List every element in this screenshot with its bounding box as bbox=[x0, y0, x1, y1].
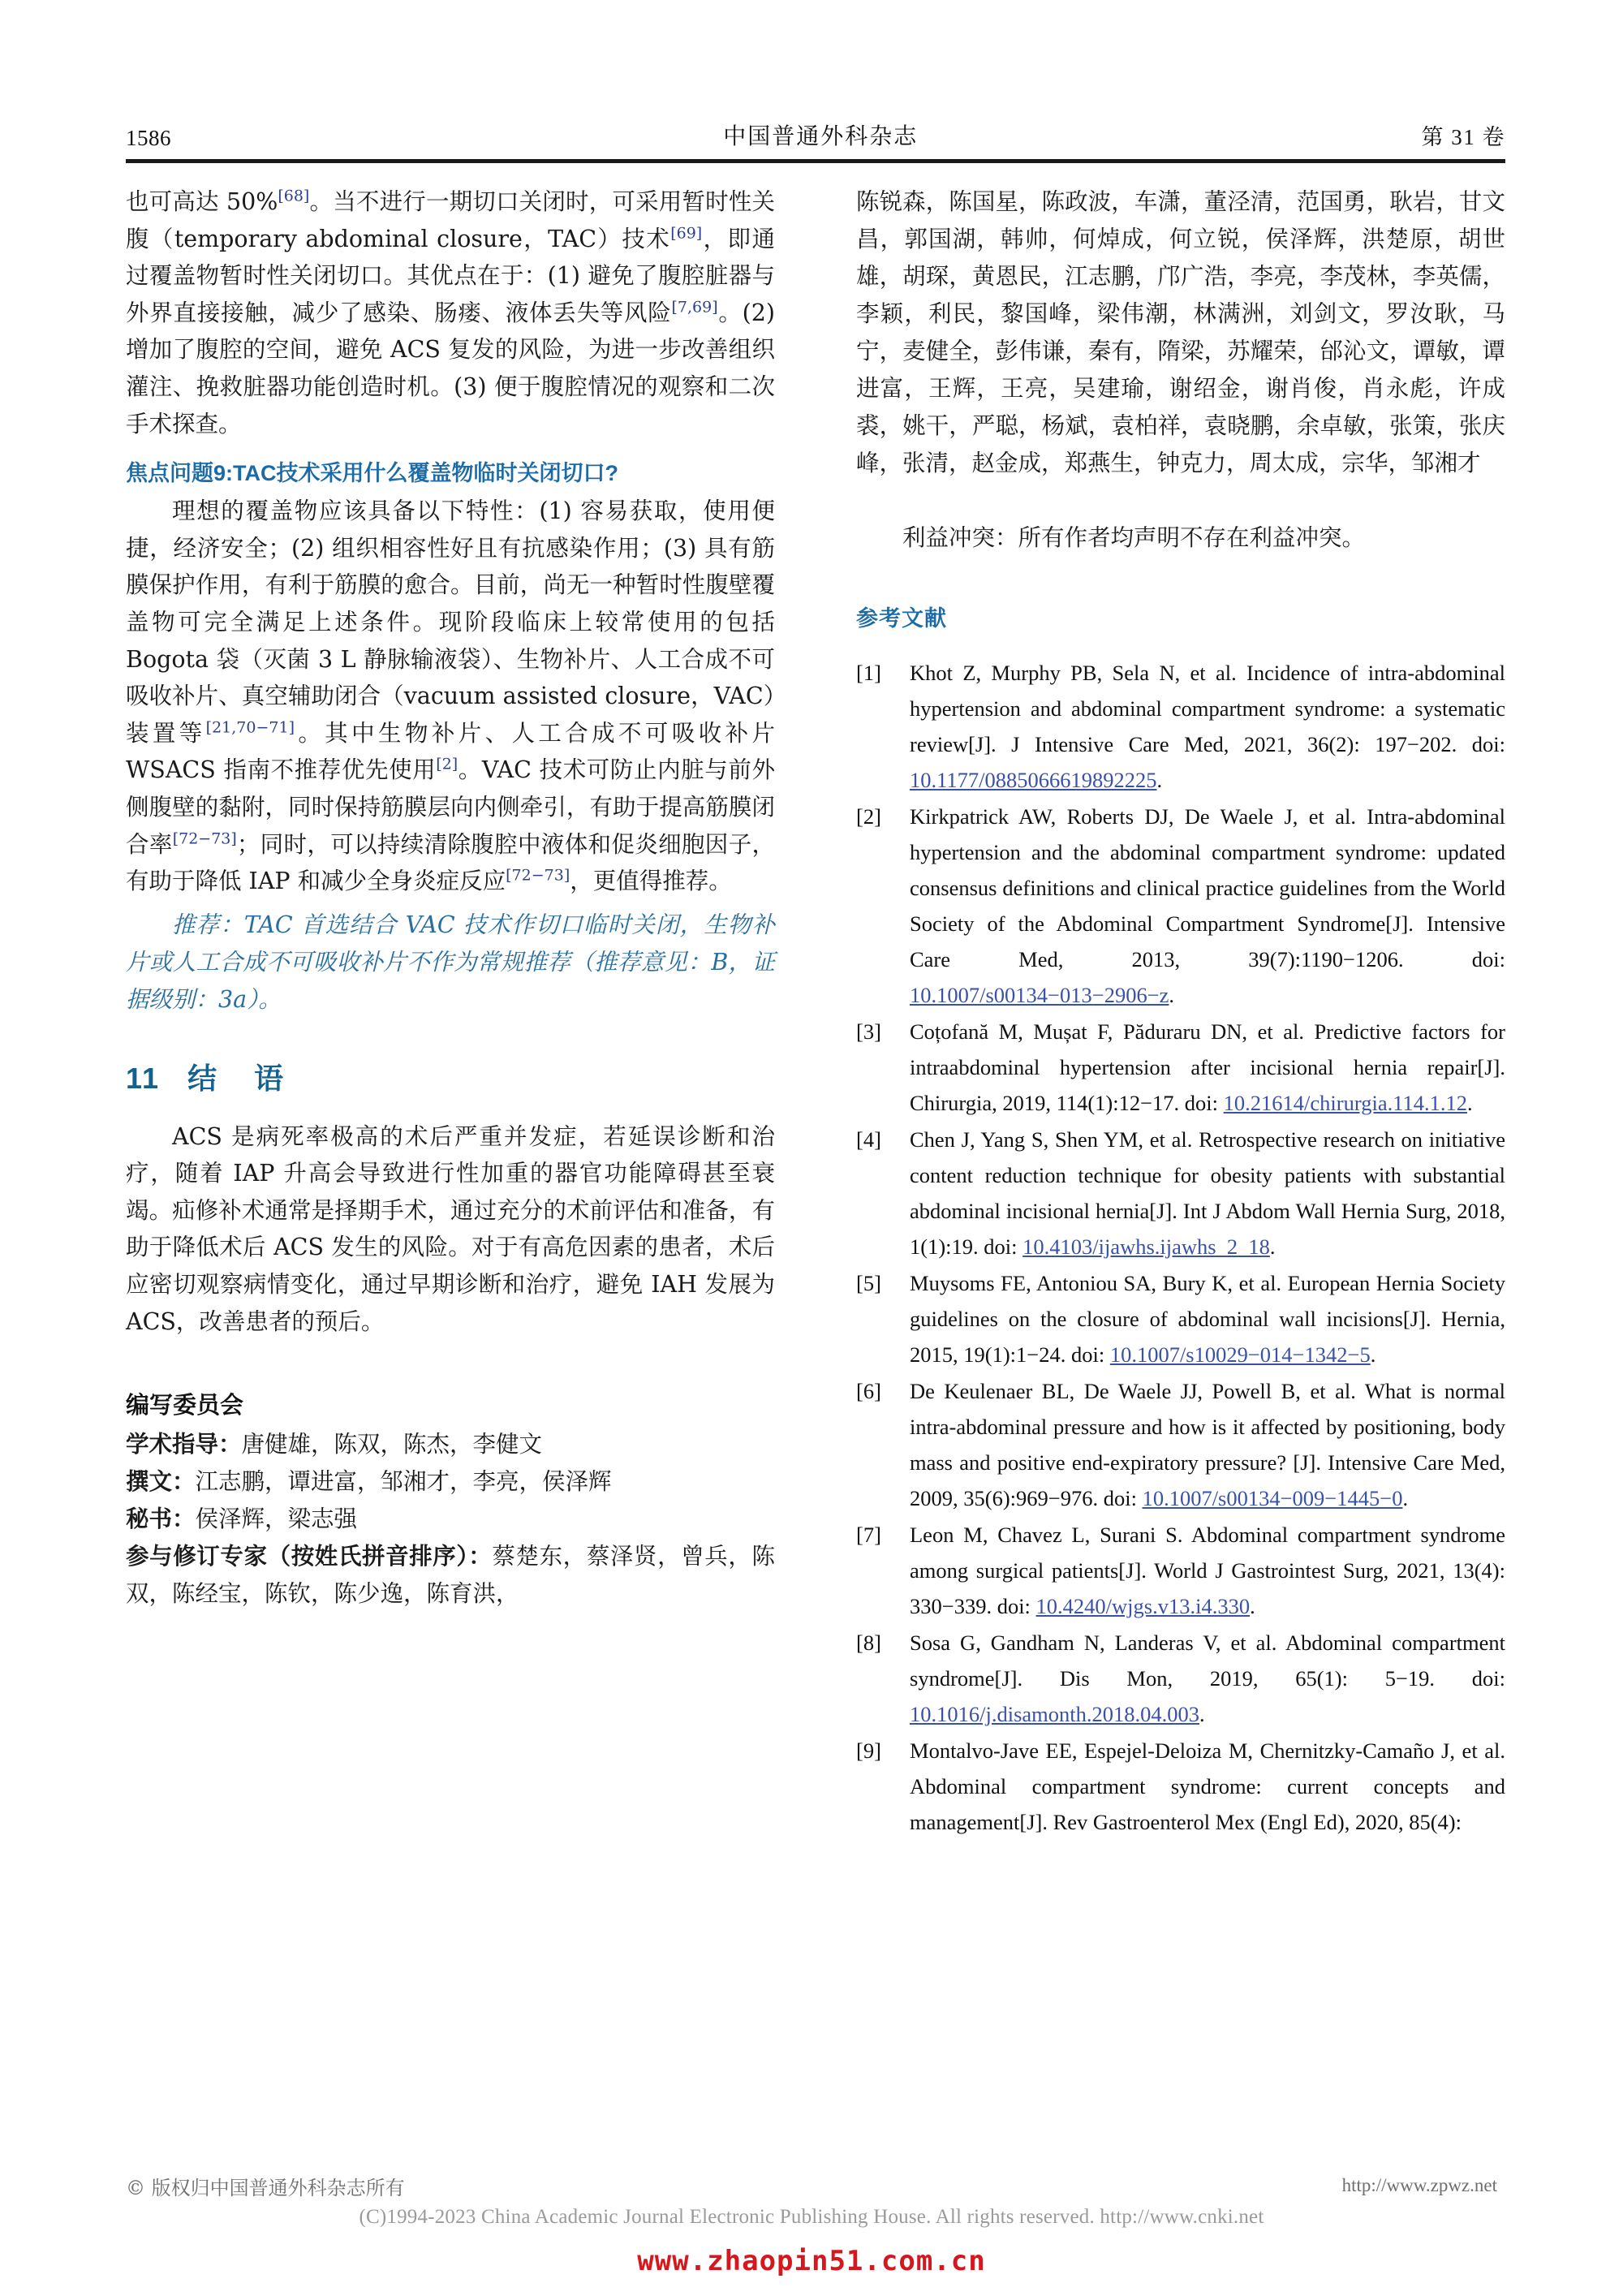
reference-number: [9] bbox=[856, 1738, 881, 1763]
reference-tail: . bbox=[1269, 1234, 1276, 1259]
recommendation-block: 推荐：TAC 首选结合 VAC 技术作切口临时关闭，生物补片或人工合成不可吸收补片不作为常规推荐（推荐意见：B，证据级别：3a）。 bbox=[126, 911, 775, 1013]
section-title: 结 语 bbox=[187, 1061, 299, 1095]
doi-link[interactable]: 10.1007/s10029−014−1342−5 bbox=[1109, 1342, 1371, 1367]
focus-question-heading: 焦点问题9:TAC技术采用什么覆盖物临时关闭切口? bbox=[126, 461, 618, 486]
committee-value-revision-experts: 蔡楚东，蔡泽贤，曾兵，陈双，陈经宝，陈钦，陈少逸，陈育洪， bbox=[126, 1543, 775, 1608]
reference-tail: . bbox=[1199, 1702, 1205, 1726]
reference-number: [5] bbox=[856, 1271, 881, 1295]
reference-item bbox=[856, 1733, 1505, 1840]
doi-link[interactable]: 10.1016/j.disamonth.2018.04.003 bbox=[910, 1702, 1200, 1726]
paragraph-coverings bbox=[126, 493, 775, 900]
reference-citation: Muysoms FE, Antoniou SA, Bury K, et al. European Hernia Society guidelines on the closure of abdominal wall incisions[J]. Hernia, 2015, 19(1):1−24. doi: bbox=[910, 1271, 1505, 1367]
reference-number: [1] bbox=[856, 661, 881, 685]
committee-value-writers: 江志鹏，谭进富，邹湘才，李亮，侯泽辉 bbox=[195, 1468, 612, 1496]
committee-title: 编写委员会 bbox=[126, 1393, 244, 1419]
references-list bbox=[856, 655, 1505, 1840]
ref-marker-72-73-b: [72−73] bbox=[506, 866, 570, 885]
expert-names-continued: 陈锐森，陈国星，陈政波，车潇，董泾清，范国勇，耿岩，甘文昌，郭国湖，韩帅，何焯成，何立锐，侯泽辉，洪楚原，胡世雄，胡琛，黄恩民，江志鹏，邝广浩，李亮，李茂林，李英儒，李颖，利民，黎国峰，梁伟潮，林满洲，刘剑文，罗汝耿，马宁，麦健全，彭伟谦，秦有，隋梁，苏耀荣，邰沁文，谭敏，谭进富，王辉，王亮，吴建瑜，谢绍金，谢肖俊，肖永彪，许成裘，姚干，严聪，杨斌，袁柏祥，袁晓鹏，余卓敏，张策，张庆峰，张清，赵金成，郑燕生，钟克力，周太成，宗华，邹湘才 bbox=[856, 188, 1505, 476]
section-heading-conclusion bbox=[126, 1056, 775, 1097]
doi-link[interactable]: 10.1177/0885066619892225 bbox=[910, 768, 1157, 792]
doi-link[interactable]: 10.1007/s00134−009−1445−0 bbox=[1142, 1486, 1403, 1510]
ref-marker-72-73-a: [72−73] bbox=[172, 829, 237, 847]
reference-item bbox=[856, 1122, 1505, 1264]
committee-value-secretaries: 侯泽辉，梁志强 bbox=[195, 1506, 358, 1533]
reference-text bbox=[910, 1265, 1505, 1372]
reference-item bbox=[856, 799, 1505, 1013]
para1-part-c: ，即通过覆盖物暂时性关闭切口。其优点在于：(1) 避免了腹腔脏器与外界直接接触，减少了感染、肠瘘、液体丢失等风险 bbox=[126, 225, 775, 326]
committee-label-writers: 撰文： bbox=[126, 1469, 196, 1496]
cnki-footer: (C)1994-2023 China Academic Journal Electronic Publishing House. All rights reserved. http://www.cnki.net bbox=[359, 2206, 1264, 2228]
doi-link[interactable]: 10.4103/ijawhs.ijawhs_2_18 bbox=[1022, 1234, 1270, 1259]
reference-citation: Montalvo-Jave EE, Espejel-Deloiza M, Chernitzky-Camaño J, et al. Abdominal compartment syndrome: current concepts and management[J]. Rev Gastroenterol Mex (Engl Ed), 2020, 85(4): bbox=[910, 1738, 1505, 1834]
reference-tail: . bbox=[1466, 1091, 1473, 1115]
committee-row bbox=[126, 1426, 775, 1463]
reference-tail: . bbox=[1250, 1594, 1255, 1618]
reference-number: [7] bbox=[856, 1523, 881, 1547]
reference-tail: . bbox=[1156, 768, 1163, 792]
reference-citation: Sosa G, Gandham N, Landeras V, et al. Abdominal compartment syndrome[J]. Dis Mon, 2019, 65(1): 5−19. doi: bbox=[910, 1630, 1505, 1691]
reference-citation: De Keulenaer BL, De Waele JJ, Powell B, et al. What is normal intra-abdominal pressure and how is it affected by positioning, body mass and positive end-expiratory pressure? [J]. Intensive Care Med, 2009, 35(6):969−976. doi: bbox=[910, 1379, 1505, 1510]
committee-label-secretaries: 秘书： bbox=[126, 1506, 196, 1533]
reference-item bbox=[856, 1014, 1505, 1121]
reference-number: [6] bbox=[856, 1379, 881, 1403]
left-column bbox=[126, 183, 775, 1613]
committee-row bbox=[126, 1538, 775, 1613]
watermark-url: www.zhaopin51.com.cn bbox=[637, 2245, 986, 2277]
reference-citation: Kirkpatrick AW, Roberts DJ, De Waele J, et al. Intra-abdominal hypertension and the abdominal compartment syndrome: updated consensus definitions and clinical practice guidelines from the World Society of the Abdominal Compartment Syndrome[J]. Intensive Care Med, 2013, 39(7):1190−1206. doi: bbox=[910, 804, 1505, 971]
reference-item bbox=[856, 1373, 1505, 1516]
reference-text bbox=[910, 1733, 1505, 1840]
ref-marker-68: [68] bbox=[278, 187, 310, 205]
ref-marker-2: [2] bbox=[436, 755, 458, 773]
ref-marker-7-69: [7,69] bbox=[671, 298, 718, 317]
header-rule bbox=[126, 159, 1505, 163]
reference-text bbox=[910, 1517, 1505, 1624]
reference-citation: Chen J, Yang S, Shen YM, et al. Retrospective research on initiative content reduction technique for obesity patients with substantial abdominal incisional hernia[J]. Int J Abdom Wall Hernia Surg, 2018, 1(1):19. doi: bbox=[910, 1127, 1505, 1259]
committee-value-academic-advisors: 唐健雄，陈双，陈杰，李健文 bbox=[241, 1431, 543, 1458]
reference-text bbox=[910, 1373, 1505, 1516]
reference-item bbox=[856, 1517, 1505, 1624]
para2-part-b: 。其中生物补片、人工合成不可吸收补片 WSACS 指南不推荐优先使用 bbox=[126, 719, 775, 784]
reference-text bbox=[910, 1122, 1505, 1264]
journal-title: 中国普通外科杂志 bbox=[723, 123, 919, 149]
paragraph-tac-intro bbox=[126, 183, 775, 442]
reference-citation: Coțofană M, Mușat F, Păduraru DN, et al. Predictive factors for intraabdominal hypertension after incisional hernia repair[J]. Chirurgia, 2019, 114(1):12−17. doi: bbox=[910, 1019, 1505, 1115]
para1-part-b: 。当不进行一期切口关闭时，可采用暂时性关腹（temporary abdominal closure，TAC）技术 bbox=[126, 188, 775, 252]
committee-block bbox=[126, 1387, 775, 1613]
committee-label-revision-experts: 参与修订专家（按姓氏拼音排序）： bbox=[126, 1544, 493, 1570]
references-heading: 参考文献 bbox=[856, 606, 947, 631]
para2-part-a: 理想的覆盖物应该具备以下特性：(1) 容易获取，使用便捷，经济安全；(2) 组织相容性好且有抗感染作用；(3) 具有筋膜保护作用，有利于筋膜的愈合。目前，尚无一种暂时性腹壁覆盖物可完全满足上述条件。现阶段临床上较常使用的包括 Bogota 袋（灭菌 3 L 静脉输液袋）、生物补片、人工合成不可吸收补片、真空辅助闭合（vacuum assisted closure，VAC）装置等 bbox=[126, 498, 775, 747]
reference-number: [2] bbox=[856, 804, 881, 829]
copyright-notice: © 版权归中国普通外科杂志所有 bbox=[126, 2176, 405, 2199]
para2-part-d: ；同时，可以持续清除腹腔中液体和促炎细胞因子，有助于降低 IAP 和减少全身炎症反应 bbox=[126, 830, 775, 895]
ref-marker-69: [69] bbox=[670, 224, 703, 243]
doi-link[interactable]: 10.21614/chirurgia.114.1.12 bbox=[1223, 1091, 1467, 1115]
reference-tail: . bbox=[1169, 983, 1175, 1007]
reference-citation: Leon M, Chavez L, Surani S. Abdominal compartment syndrome among surgical patients[J]. World J Gastrointest Surg, 2021, 13(4): 330−339. doi: bbox=[910, 1523, 1505, 1618]
conflict-of-interest-statement: 利益冲突：所有作者均声明不存在利益冲突。 bbox=[902, 524, 1366, 551]
paragraph-conclusion: ACS 是病死率极高的术后严重并发症，若延误诊断和治疗，随着 IAP 升高会导致进行性加重的器官功能障碍甚至衰竭。疝修补术通常是择期手术，通过充分的术前评估和准备，有助于降低术后 ACS 发生的风险。对于有高危因素的患者，术后应密切观察病情变化，通过早期诊断和治疗，避免 IAH 发展为 ACS，改善患者的预后。 bbox=[126, 1122, 775, 1335]
committee-label-academic-advisors: 学术指导： bbox=[126, 1432, 242, 1458]
page-folio: 1586 bbox=[126, 126, 171, 150]
reference-item bbox=[856, 1265, 1505, 1372]
reference-text bbox=[910, 1014, 1505, 1121]
doi-link[interactable]: 10.1007/s00134−013−2906−z bbox=[910, 983, 1169, 1007]
committee-row bbox=[126, 1501, 775, 1538]
footer-copyright-row bbox=[0, 2169, 1623, 2203]
volume-label: 第 31 卷 bbox=[1421, 125, 1505, 149]
reference-tail: . bbox=[1402, 1486, 1409, 1510]
reference-tail: . bbox=[1370, 1342, 1376, 1367]
para2-part-c: 。VAC 技术可防止内脏与前外侧腹壁的黏附，同时保持筋膜层向内侧牵引，有助于提高筋膜闭合率 bbox=[126, 756, 775, 858]
section-number: 11 bbox=[126, 1061, 161, 1095]
reference-text bbox=[910, 655, 1505, 798]
reference-text bbox=[910, 1625, 1505, 1732]
para1-part-d: 。(2) 增加了腹腔的空间，避免 ACS 复发的风险，为进一步改善组织灌注、挽救脏器功能创造时机。(3) 便于腹腔情况的观察和二次手术探查。 bbox=[126, 299, 775, 437]
committee-row bbox=[126, 1463, 775, 1501]
reference-number: [8] bbox=[856, 1630, 881, 1655]
para1-part-a: 也可高达 50% bbox=[126, 188, 278, 215]
reference-text bbox=[910, 799, 1505, 1013]
reference-item bbox=[856, 655, 1505, 798]
right-column bbox=[856, 183, 1505, 1841]
reference-citation: Khot Z, Murphy PB, Sela N, et al. Incidence of intra-abdominal hypertension and abdominal compartment syndrome: a systematic review[J]. J Intensive Care Med, 2021, 36(2): 197−202. doi: bbox=[910, 661, 1505, 756]
journal-website-url[interactable]: http://www.zpwz.net bbox=[1341, 2175, 1497, 2195]
running-head bbox=[126, 114, 1505, 151]
doi-link[interactable]: 10.4240/wjgs.v13.i4.330 bbox=[1035, 1594, 1251, 1618]
reference-number: [3] bbox=[856, 1019, 881, 1044]
para2-part-e: ，更值得推荐。 bbox=[570, 868, 732, 895]
reference-item bbox=[856, 1625, 1505, 1732]
reference-number: [4] bbox=[856, 1127, 881, 1152]
ref-marker-21-70-71: [21,70−71] bbox=[205, 718, 295, 737]
